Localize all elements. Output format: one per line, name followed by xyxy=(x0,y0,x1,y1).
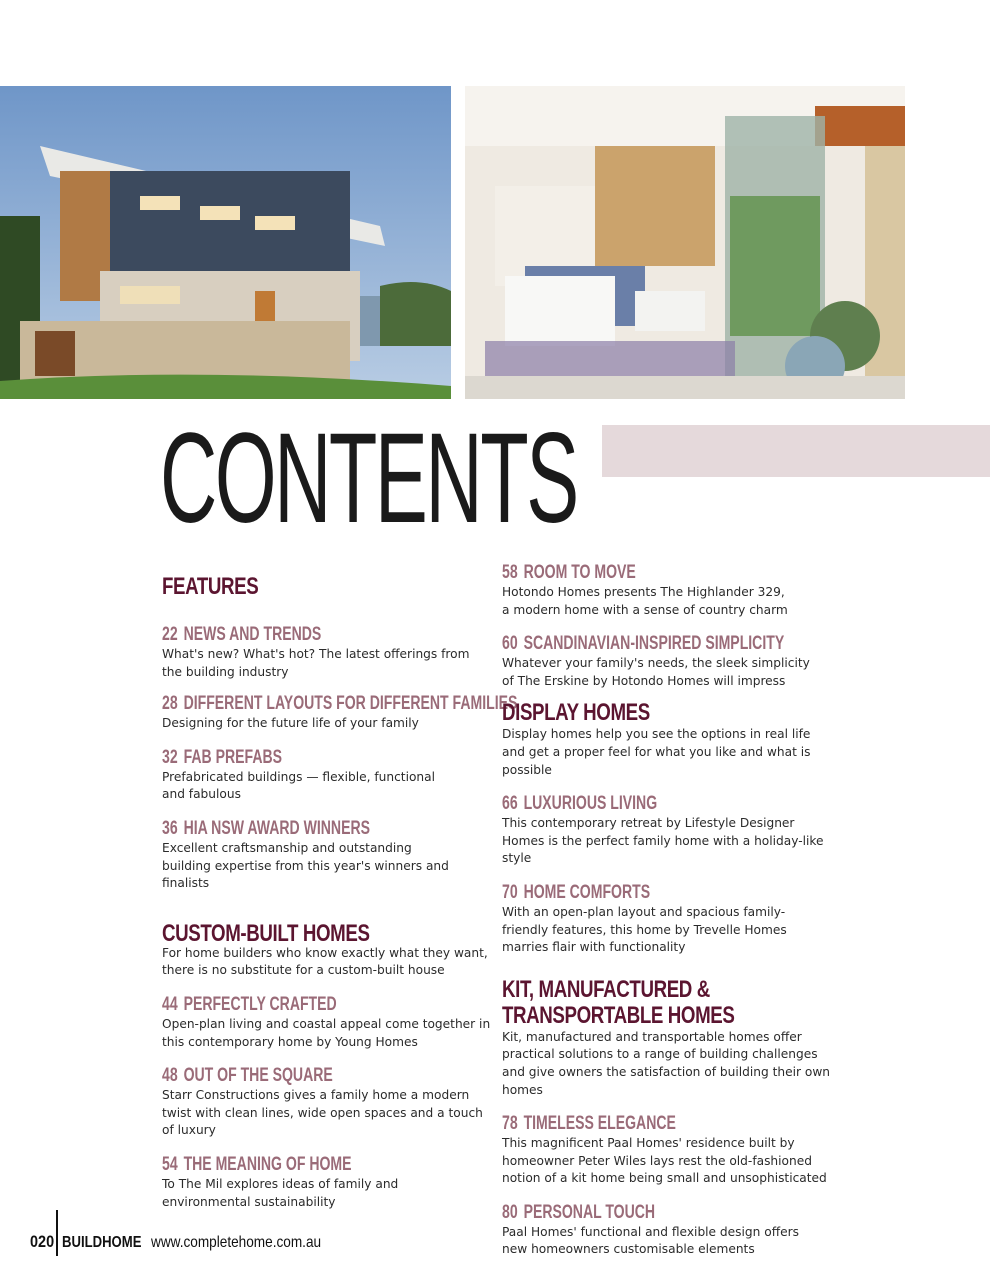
item-title-text: NEWS AND TRENDS xyxy=(183,624,322,645)
item-title-text: TIMELESS ELEGANCE xyxy=(523,1113,676,1135)
item-title xyxy=(502,793,746,815)
section-heading-display: DISPLAY HOMES xyxy=(502,699,650,727)
page-ref: 80 xyxy=(502,1201,518,1223)
item-title-text: PERFECTLY CRAFTED xyxy=(183,993,337,1015)
page-ref: 36 xyxy=(162,817,178,839)
item-title-text: OUT OF THE SQUARE xyxy=(183,1065,333,1087)
living-room-photo xyxy=(465,86,905,399)
item-description: Designing for the future life of your family xyxy=(162,716,419,731)
item-title xyxy=(502,1113,746,1135)
item-description: Paal Homes' functional and flexible design offers new homeowners customisable elements xyxy=(502,1224,799,1257)
item-title xyxy=(162,818,406,840)
item-title-text: ROOM TO MOVE xyxy=(523,562,636,583)
item-title-text: THE MEANING OF HOME xyxy=(183,1153,352,1175)
page-title: CONTENTS xyxy=(160,407,577,550)
page-ref: 66 xyxy=(502,793,518,815)
contents-item[interactable] xyxy=(162,1065,492,1140)
page-ref: 22 xyxy=(162,624,178,645)
contents-item[interactable] xyxy=(502,1113,832,1188)
item-title xyxy=(162,1154,406,1176)
section-heading-custom: CUSTOM-BUILT HOMES xyxy=(162,919,370,947)
item-description: This contemporary retreat by Lifestyle Designer Homes is the perfect family home with a holiday-like style xyxy=(502,816,824,866)
item-title-text: HOME COMFORTS xyxy=(523,881,651,903)
section-heading-features: FEATURES xyxy=(162,573,259,600)
item-description: Whatever your family's needs, the sleek simplicity of The Erskine by Hotondo Homes will impress xyxy=(502,656,810,688)
accent-bar xyxy=(602,425,990,477)
contents-item[interactable] xyxy=(502,562,832,619)
contents-item[interactable] xyxy=(162,624,492,681)
item-title xyxy=(502,633,785,655)
contents-item[interactable] xyxy=(502,793,832,868)
page-ref: 58 xyxy=(502,562,518,583)
contents-item[interactable] xyxy=(502,882,832,957)
magazine-brand: BUILDHOME xyxy=(62,1234,142,1251)
website-link[interactable]: www.completehome.com.au xyxy=(150,1234,321,1251)
item-description: Excellent craftsmanship and outstanding building expertise from this year's winners and finalists xyxy=(162,840,449,891)
item-title-text: PERSONAL TOUCH xyxy=(523,1201,656,1223)
house-exterior-photo xyxy=(0,86,451,399)
item-title-text: DIFFERENT LAYOUTS FOR DIFFERENT FAMILIES xyxy=(183,693,518,715)
page-ref: 54 xyxy=(162,1153,178,1175)
contents-item[interactable] xyxy=(502,633,832,690)
page-ref: 48 xyxy=(162,1065,178,1087)
item-title xyxy=(162,747,406,769)
item-title-text: FAB PREFABS xyxy=(183,746,283,768)
item-description: Open-plan living and coastal appeal come together in this contemporary home by Young Homes xyxy=(162,1016,491,1049)
section-heading-kit-line2: TRANSPORTABLE HOMES xyxy=(502,1001,735,1029)
item-title xyxy=(502,562,746,584)
page-number: 020 xyxy=(30,1232,55,1251)
item-description: Starr Constructions gives a family home a modern twist with clean lines, wide open spaces and a touch of luxury xyxy=(162,1088,483,1138)
item-description: This magnificent Paal Homes' residence built by homeowner Peter Wiles lays rest the old-fashioned notion of a kit home being small and unsophisticated xyxy=(502,1136,827,1186)
contents-right-column xyxy=(502,562,832,1259)
contents-item[interactable] xyxy=(502,1202,832,1259)
item-description: Hotondo Homes presents The Highlander 329, a modern home with a sense of country charm xyxy=(502,585,788,617)
page-ref: 44 xyxy=(162,993,178,1015)
item-title xyxy=(162,693,518,715)
item-title xyxy=(502,882,746,904)
page-footer xyxy=(30,1210,351,1256)
item-description: Prefabricated buildings — flexible, functional and fabulous xyxy=(162,769,435,802)
section-description: Kit, manufactured and transportable homes offer practical solutions to a range of building challenges and give owners the satisfaction of building their own homes xyxy=(502,1029,831,1097)
contents-item[interactable] xyxy=(162,747,492,804)
item-title xyxy=(162,1065,406,1087)
page-ref: 32 xyxy=(162,746,178,768)
item-title xyxy=(502,1202,746,1224)
contents-item[interactable] xyxy=(162,693,518,733)
page-ref: 60 xyxy=(502,633,518,655)
item-title-text: LUXURIOUS LIVING xyxy=(523,793,658,815)
section-heading-kit-line1: KIT, MANUFACTURED & xyxy=(502,975,710,1003)
item-title xyxy=(162,624,406,646)
section-description: For home builders who know exactly what they want, there is no substitute for a custom-built house xyxy=(162,945,488,978)
item-title xyxy=(162,994,406,1016)
page-ref: 78 xyxy=(502,1113,518,1135)
page-ref: 70 xyxy=(502,881,518,903)
item-description: To The Mil explores ideas of family and environmental sustainability xyxy=(162,1176,399,1209)
contents-item[interactable] xyxy=(162,1154,492,1211)
section-description: Display homes help you see the options in real life and get a proper feel for what you like and what is possible xyxy=(502,727,811,777)
item-title-text: HIA NSW AWARD WINNERS xyxy=(183,817,370,839)
contents-item[interactable] xyxy=(162,818,492,893)
contents-item[interactable] xyxy=(162,994,492,1051)
page-ref: 28 xyxy=(162,693,178,715)
footer-divider xyxy=(56,1210,58,1256)
item-title-text: SCANDINAVIAN-INSPIRED SIMPLICITY xyxy=(523,633,785,655)
item-description: With an open-plan layout and spacious family-friendly features, this home by Trevelle Homes marries flair with functionality xyxy=(502,904,787,955)
item-description: What's new? What's hot? The latest offerings from the building industry xyxy=(162,647,470,679)
